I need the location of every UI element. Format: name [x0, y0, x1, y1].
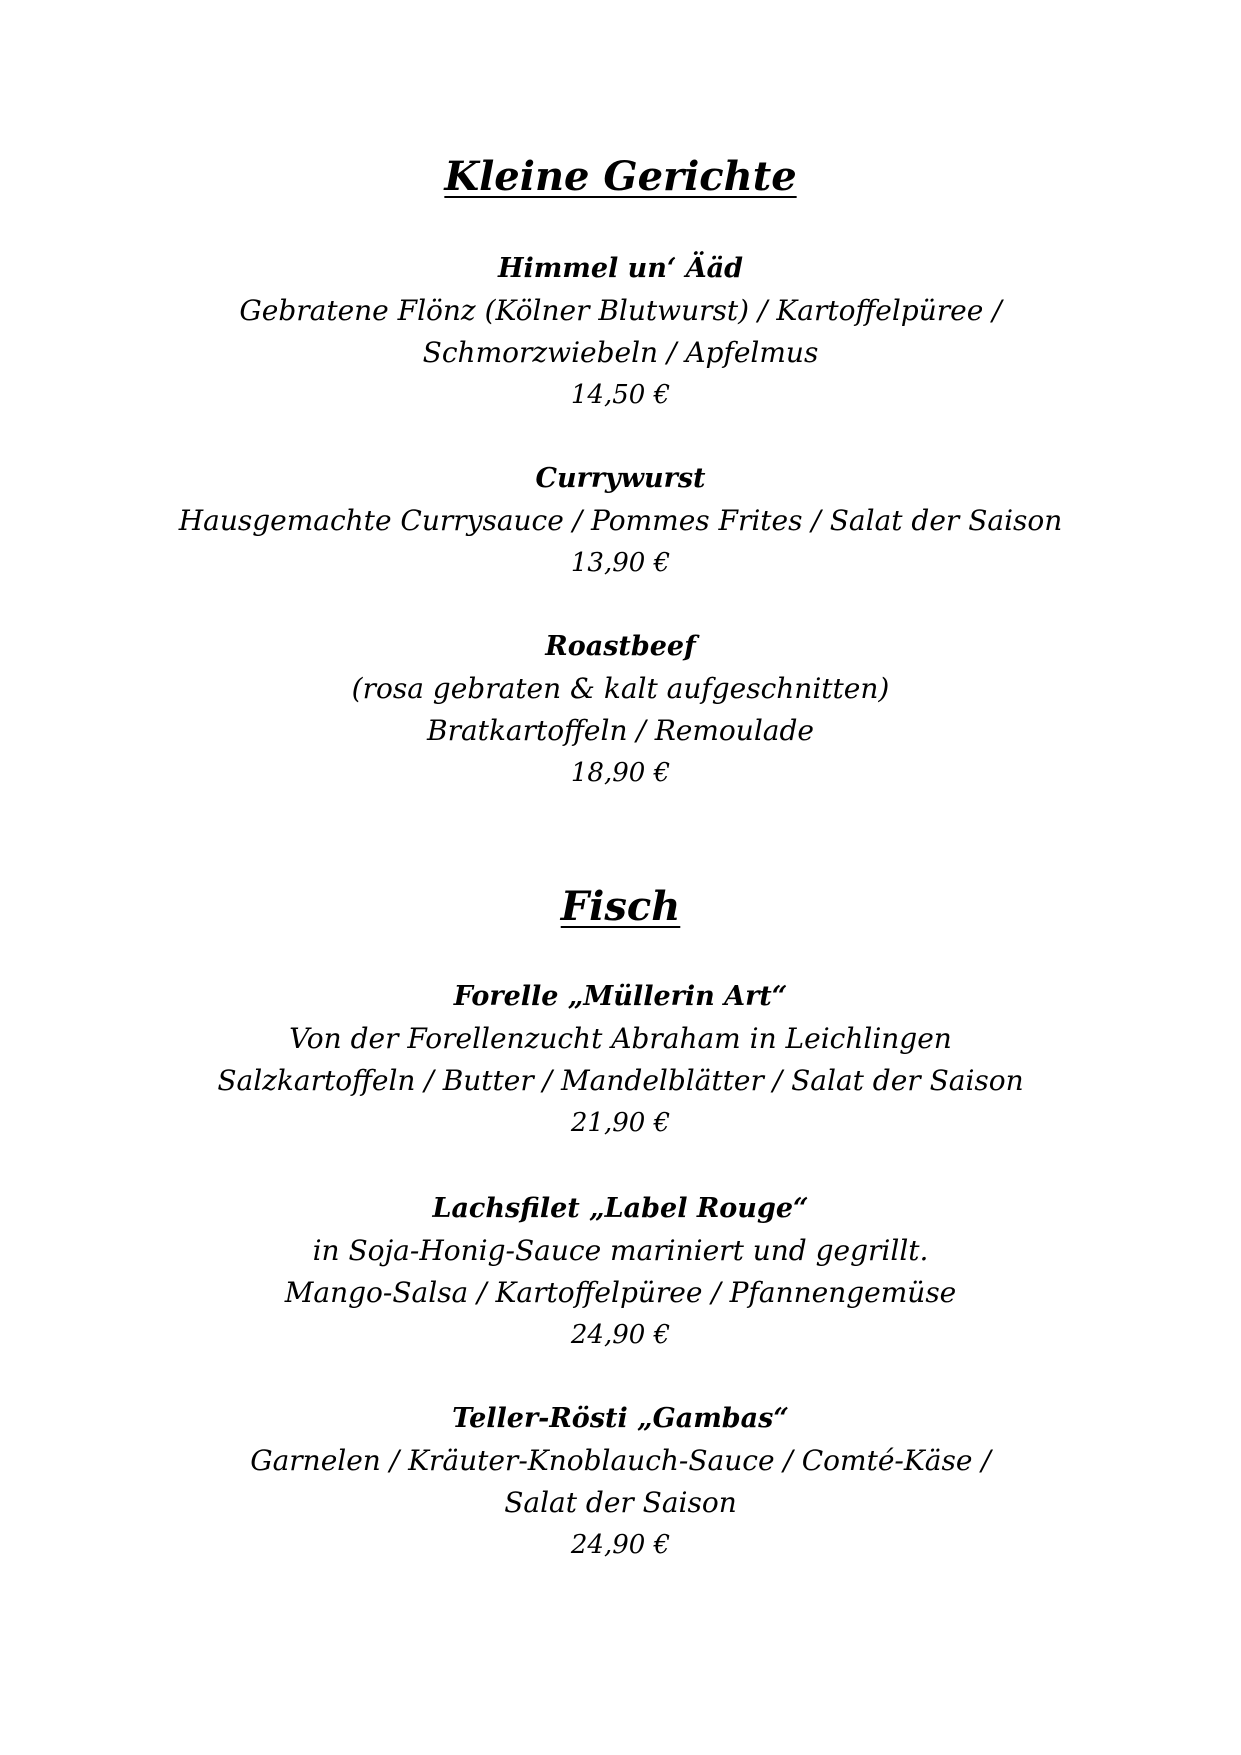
dish-forelle-muellerin-art	[0, 976, 1241, 1144]
dish-description-line: Garnelen / Kräuter-Knoblauch-Sauce / Comté-Käse /	[250, 1444, 991, 1477]
dish-name: Roastbeef	[545, 631, 696, 662]
dish-description-line: Mango-Salsa / Kartoffelpüree / Pfannengemüse	[284, 1276, 957, 1309]
dish-currywurst	[0, 458, 1241, 584]
dish-price: 13,90 €	[570, 548, 671, 578]
dish-name: Lachsfilet „Label Rouge“	[432, 1193, 809, 1224]
dish-description-line: Von der Forellenzucht Abraham in Leichlingen	[289, 1022, 952, 1055]
dish-name: Forelle „Müllerin Art“	[453, 981, 788, 1012]
dish-name: Himmel un‘ Ääd	[497, 253, 744, 284]
dish-lachsfilet-label-rouge	[0, 1188, 1241, 1356]
section-title-fisch: Fisch	[560, 883, 681, 930]
dish-himmel-un-aad	[0, 248, 1241, 416]
dish-description-line: (rosa gebraten & kalt aufgeschnitten)	[351, 672, 890, 705]
dish-roastbeef	[0, 626, 1241, 794]
dish-price: 21,90 €	[570, 1108, 671, 1138]
dish-description-line: Gebratene Flönz (Kölner Blutwurst) / Kartoffelpüree /	[239, 294, 1002, 327]
dish-price: 24,90 €	[570, 1320, 671, 1350]
dish-description-line: Salat der Saison	[504, 1486, 737, 1519]
dish-description-line: Bratkartoffeln / Remoulade	[427, 714, 814, 747]
dish-description-line: in Soja-Honig-Sauce mariniert und gegrillt.	[312, 1234, 929, 1267]
dish-name: Teller-Rösti „Gambas“	[452, 1403, 789, 1434]
dish-teller-roesti-gambas	[0, 1398, 1241, 1566]
dish-price: 18,90 €	[570, 758, 671, 788]
dish-price: 14,50 €	[570, 380, 671, 410]
dish-name: Currywurst	[535, 463, 706, 494]
dish-description-line: Salzkartoffeln / Butter / Mandelblätter / Salat der Saison	[217, 1064, 1024, 1097]
section-title-kleine-gerichte: Kleine Gerichte	[444, 153, 797, 200]
dish-price: 24,90 €	[570, 1530, 671, 1560]
dish-description-line: Hausgemachte Currysauce / Pommes Frites / Salat der Saison	[178, 504, 1063, 537]
dish-description-line: Schmorzwiebeln / Apfelmus	[422, 336, 819, 369]
